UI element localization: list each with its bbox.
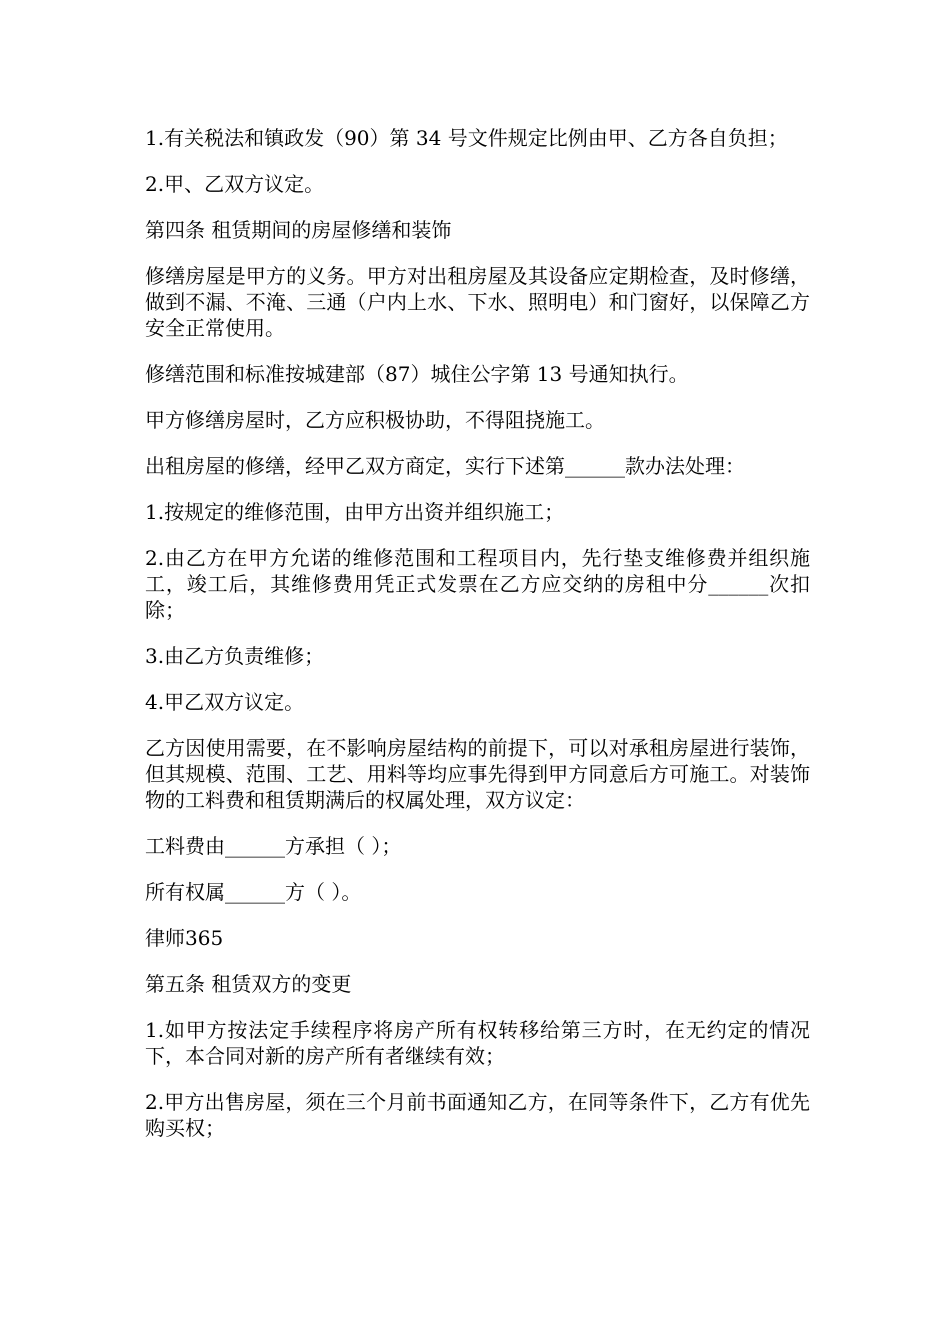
paragraph-repair-option-4: 4.甲乙双方议定。 xyxy=(145,690,305,714)
paragraph-repair-option-2: 2.由乙方在甲方允诺的维修范围和工程项目内，先行垫支维修费并组织施工，竣工后，其维修费用凭正式发票在乙方应交纳的房租中分______次扣除； xyxy=(145,546,810,622)
paragraph-mutual-agreement: 2.甲、乙双方议定。 xyxy=(145,172,325,196)
paragraph-tax-burden: 1.有关税法和镇政发（90）第 34 号文件规定比例由甲、乙方各自负担； xyxy=(145,126,788,150)
paragraph-decoration: 乙方因使用需要，在不影响房屋结构的前提下，可以对承租房屋进行装饰，但其规模、范围、工艺、用料等均应事先得到甲方同意后方可施工。对装饰物的工料费和租赁期满后的权属处理，双方议定： xyxy=(145,736,810,812)
document-body xyxy=(145,125,810,1161)
article-five-heading: 第五条 租赁双方的变更 xyxy=(145,972,352,996)
paragraph-repair-standard: 修缮范围和标准按城建部（87）城住公字第 13 号通知执行。 xyxy=(145,362,689,386)
paragraph-repair-option-3: 3.由乙方负责维修； xyxy=(145,644,325,668)
paragraph-repair-method: 出租房屋的修缮，经甲乙双方商定，实行下述第______款办法处理： xyxy=(145,454,745,478)
paragraph-repair-cooperation: 甲方修缮房屋时，乙方应积极协助，不得阻挠施工。 xyxy=(145,408,605,432)
paragraph-watermark-text: 律师365 xyxy=(145,926,224,950)
paragraph-ownership: 所有权属______方（ ）。 xyxy=(145,880,362,904)
paragraph-sale-notice: 2.甲方出售房屋，须在三个月前书面通知乙方，在同等条件下，乙方有优先购买权； xyxy=(145,1090,810,1140)
article-four-heading: 第四条 租赁期间的房屋修缮和装饰 xyxy=(145,218,452,242)
paragraph-repair-duty: 修缮房屋是甲方的义务。甲方对出租房屋及其设备应定期检查，及时修缮，做到不漏、不淹、三通（户内上水、下水、照明电）和门窗好，以保障乙方安全正常使用。 xyxy=(145,264,810,340)
paragraph-repair-option-1: 1.按规定的维修范围，由甲方出资并组织施工； xyxy=(145,500,565,524)
paragraph-material-cost: 工料费由______方承担（ ）； xyxy=(145,834,402,858)
paragraph-transfer: 1.如甲方按法定手续程序将房产所有权转移给第三方时，在无约定的情况下，本合同对新的房产所有者继续有效； xyxy=(145,1018,810,1068)
